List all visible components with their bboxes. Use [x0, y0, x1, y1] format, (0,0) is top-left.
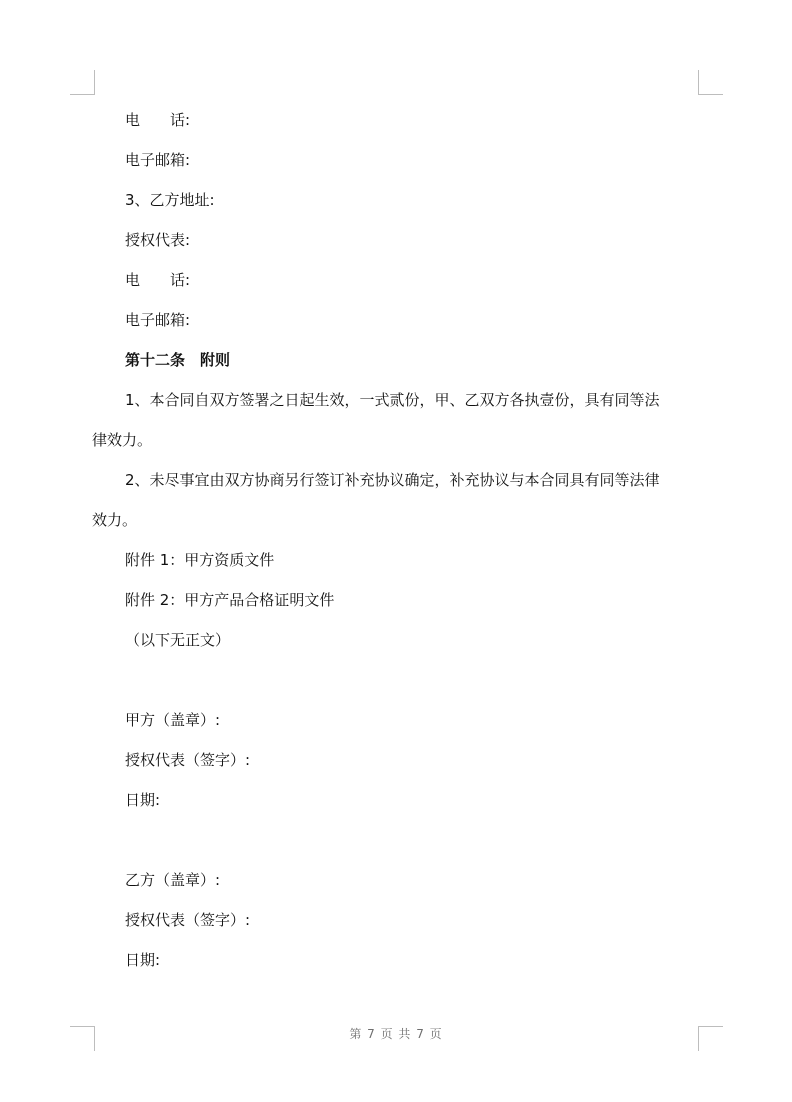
party-b-phone-label: 电 话: — [125, 271, 191, 289]
clause-2-line-2: 效力。 — [92, 511, 138, 529]
no-more-text-note: （以下无正文） — [125, 631, 231, 649]
party-a-signature-label: 授权代表（签字）: — [125, 751, 251, 769]
party-a-seal-label: 甲方（盖章）: — [125, 711, 221, 729]
attachment-1: 附件 1：甲方资质文件 — [125, 551, 275, 569]
clause-2-line-1: 2、未尽事宜由双方协商另行签订补充协议确定，补充协议与本合同具有同等法律 — [125, 471, 660, 489]
party-b-signature-label: 授权代表（签字）: — [125, 911, 251, 929]
crop-mark-top-right — [698, 70, 723, 95]
page-number-footer: 第 7 页 共 7 页 — [349, 1027, 443, 1041]
party-a-date-label: 日期: — [125, 791, 161, 809]
party-b-seal-label: 乙方（盖章）: — [125, 871, 221, 889]
party-a-email-label: 电子邮箱: — [125, 151, 191, 169]
crop-mark-top-left — [70, 70, 95, 95]
clause-1-line-2: 律效力。 — [92, 431, 153, 449]
party-a-phone-label: 电 话: — [125, 111, 191, 129]
article-12-heading: 第十二条 附则 — [125, 351, 231, 369]
party-b-email-label: 电子邮箱: — [125, 311, 191, 329]
clause-1-line-1: 1、本合同自双方签署之日起生效，一式贰份，甲、乙双方各执壹份，具有同等法 — [125, 391, 660, 409]
party-b-date-label: 日期: — [125, 951, 161, 969]
party-b-representative-label: 授权代表: — [125, 231, 191, 249]
attachment-2: 附件 2：甲方产品合格证明文件 — [125, 591, 335, 609]
party-b-address-label: 3、乙方地址: — [125, 191, 215, 209]
